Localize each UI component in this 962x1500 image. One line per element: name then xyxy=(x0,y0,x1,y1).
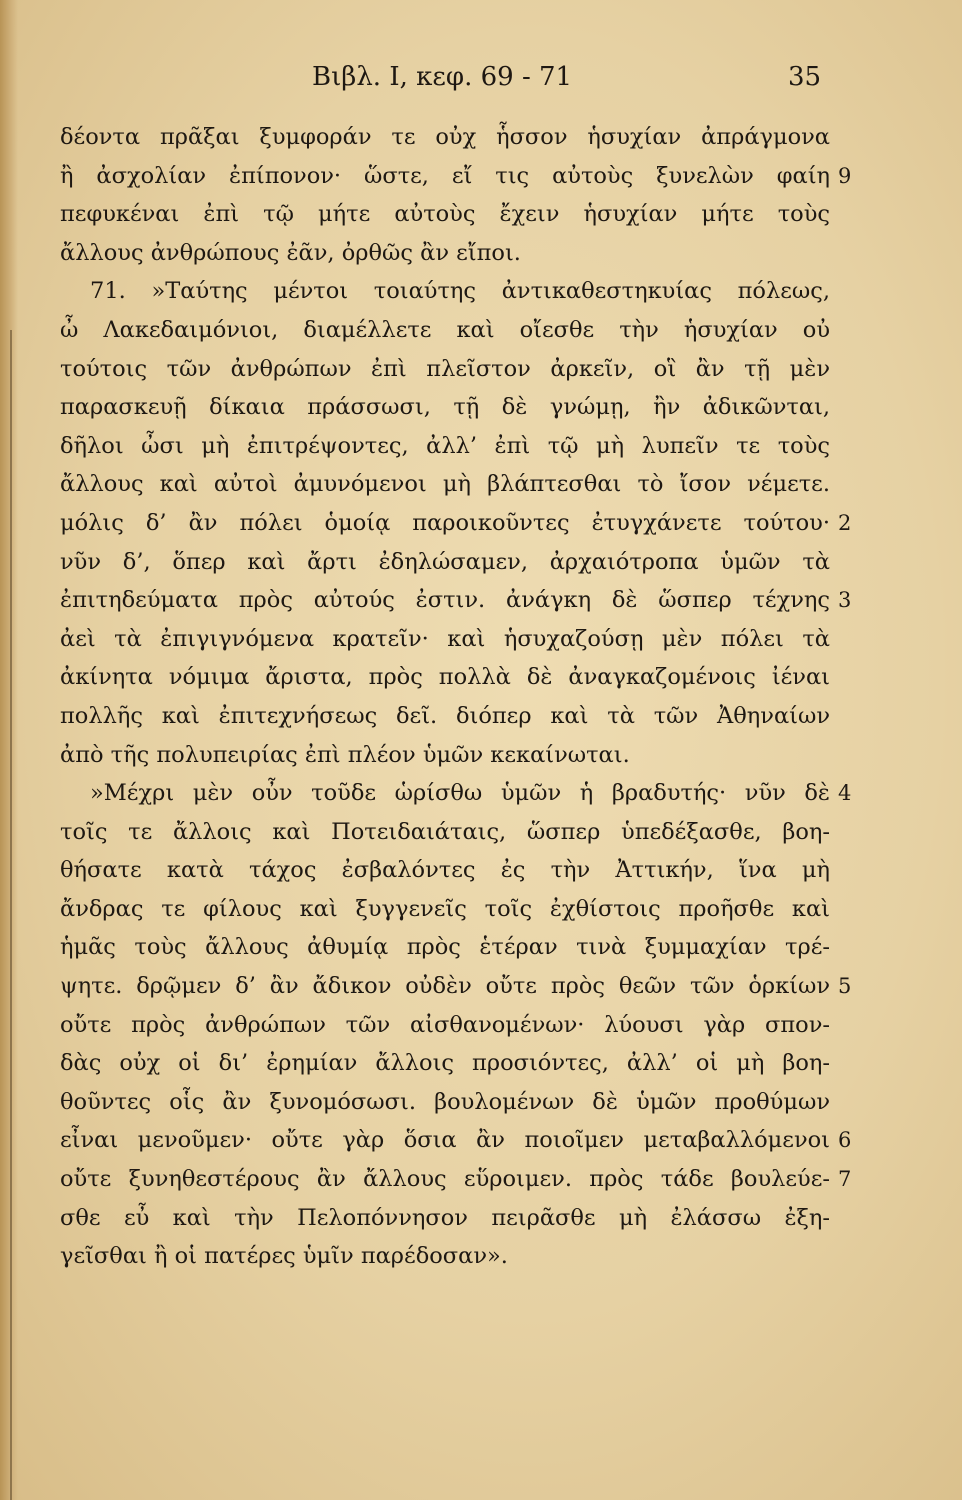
text-line xyxy=(60,581,852,620)
section-number: 7 xyxy=(838,1167,852,1192)
text-line xyxy=(60,543,830,582)
line-text: τοῖς τε ἄλλοις καὶ Ποτειδαιάταις, ὥσπερ ὑπεδέξασθε, βοη- xyxy=(60,818,830,845)
text-line xyxy=(60,967,852,1006)
text-line xyxy=(60,388,830,427)
page-header xyxy=(60,56,830,104)
line-text: 71. »Ταύτης μέντοι τοιαύτης ἀντικαθεστηκυίας πόλεως, xyxy=(90,278,830,305)
text-line xyxy=(60,1083,830,1122)
text-line xyxy=(60,813,830,852)
line-text: τούτοις τῶν ἀνθρώπων ἐπὶ πλεῖστον ἀρκεῖν, οἳ ἂν τῇ μὲν xyxy=(60,355,830,382)
text-line xyxy=(60,1199,830,1238)
text-line xyxy=(60,774,852,813)
text-line xyxy=(60,1121,852,1160)
section-number: 4 xyxy=(838,781,852,806)
line-text: ἀεὶ τὰ ἐπιγιγνόμενα κρατεῖν· καὶ ἡσυχαζούσῃ μὲν πόλει τὰ xyxy=(60,625,830,652)
text-line xyxy=(60,697,830,736)
text-line xyxy=(60,504,852,543)
running-head: Βιβλ. Ι, κεφ. 69 - 71 xyxy=(312,62,573,92)
page-edge-shadow xyxy=(0,0,18,1500)
line-text: δέοντα πρᾶξαι ξυμφοράν τε οὐχ ἧσσον ἡσυχίαν ἀπράγμονα xyxy=(60,124,830,150)
text-line xyxy=(60,118,830,157)
line-text: παρασκευῇ δίκαια πράσσωσι, τῇ δὲ γνώμῃ, ἢν ἀδικῶνται, xyxy=(60,394,830,421)
text-line xyxy=(60,234,830,273)
page-number: 35 xyxy=(788,62,822,92)
line-text: »Μέχρι μὲν οὖν τοῦδε ὡρίσθω ὑμῶν ἡ βραδυτής· νῦν δὲ xyxy=(90,780,830,807)
text-line xyxy=(60,658,830,697)
page-edge-line xyxy=(10,330,12,1500)
line-text: πολλῆς καὶ ἐπιτεχνήσεως δεῖ. διόπερ καὶ τὰ τῶν Ἀθηναίων xyxy=(60,702,830,729)
line-text: θοῦντες οἷς ἂν ξυνομόσωσι. βουλομένων δὲ ὑμῶν προθύμων xyxy=(60,1088,830,1115)
text-line xyxy=(60,272,830,311)
text-line xyxy=(60,890,830,929)
line-text: οὔτε πρὸς ἀνθρώπων τῶν αἰσθανομένων· λύουσι γὰρ σπον- xyxy=(60,1011,830,1038)
section-number: 9 xyxy=(838,163,852,188)
line-text: ἐπιτηδεύματα πρὸς αὐτούς ἐστιν. ἀνάγκη δὲ ὥσπερ τέχνης xyxy=(60,587,830,614)
text-line xyxy=(60,195,830,234)
text-line xyxy=(60,851,830,890)
text-line xyxy=(60,311,830,350)
line-text: οὔτε ξυνηθεστέρους ἂν ἄλλους εὕροιμεν. πρὸς τάδε βουλεύε- xyxy=(60,1166,830,1193)
line-text: νῦν δ’, ὅπερ καὶ ἄρτι ἐδηλώσαμεν, ἀρχαιότροπα ὑμῶν τὰ xyxy=(60,548,830,575)
line-text: θήσατε κατὰ τάχος ἐσβαλόντες ἐς τὴν Ἀττικήν, ἵνα μὴ xyxy=(60,857,830,884)
text-block xyxy=(60,118,852,1276)
text-line xyxy=(60,1006,830,1045)
section-number: 5 xyxy=(838,974,852,999)
line-text: μόλις δ’ ἂν πόλει ὁμοίᾳ παροικοῦντες ἐτυγχάνετε τούτου· xyxy=(60,509,830,536)
line-text: ὦ Λακεδαιμόνιοι, διαμέλλετε καὶ οἴεσθε τὴν ἡσυχίαν οὐ xyxy=(60,316,830,343)
line-text: γεῖσθαι ἢ οἱ πατέρες ὑμῖν παρέδοσαν». xyxy=(60,1243,508,1270)
line-text: εἶναι μενοῦμεν· οὔτε γὰρ ὅσια ἂν ποιοῖμεν μεταβαλλόμενοι xyxy=(60,1127,830,1154)
line-text: ψητε. δρῷμεν δ’ ἂν ἄδικον οὐδὲν οὔτε πρὸς θεῶν τῶν ὁρκίων xyxy=(60,973,830,1000)
text-line xyxy=(60,1160,852,1199)
line-text: δὰς οὐχ οἱ δι’ ἐρημίαν ἄλλοις προσιόντες, ἀλλ’ οἱ μὴ βοη- xyxy=(60,1050,830,1077)
line-text: ἄλλους ἀνθρώπους ἐᾶν, ὀρθῶς ἂν εἴποι. xyxy=(60,239,521,266)
text-line xyxy=(60,1237,830,1276)
line-text: δῆλοι ὦσι μὴ ἐπιτρέψοντες, ἀλλ’ ἐπὶ τῷ μὴ λυπεῖν τε τοὺς xyxy=(60,432,830,459)
line-text: ἄλλους καὶ αὐτοὶ ἀμυνόμενοι μὴ βλάπτεσθαι τὸ ἴσον νέμετε. xyxy=(60,471,830,498)
line-text: ἀπὸ τῆς πολυπειρίας ἐπὶ πλέον ὑμῶν κεκαίνωται. xyxy=(60,741,630,768)
text-line xyxy=(60,157,852,196)
text-line xyxy=(60,928,830,967)
section-number: 2 xyxy=(838,510,852,535)
text-line xyxy=(60,465,830,504)
line-text: σθε εὖ καὶ τὴν Πελοπόννησον πειρᾶσθε μὴ ἐλάσσω ἐξη- xyxy=(60,1204,830,1231)
text-line xyxy=(60,736,830,775)
text-line xyxy=(60,350,830,389)
line-text: ἄνδρας τε φίλους καὶ ξυγγενεῖς τοῖς ἐχθίστοις προῆσθε καὶ xyxy=(60,895,830,922)
section-number: 3 xyxy=(838,588,852,613)
line-text: ἡμᾶς τοὺς ἄλλους ἀθυμίᾳ πρὸς ἑτέραν τινὰ ξυμμαχίαν τρέ- xyxy=(60,934,830,961)
text-line xyxy=(60,620,830,659)
line-text: πεφυκέναι ἐπὶ τῷ μήτε αὐτοὺς ἔχειν ἡσυχίαν μήτε τοὺς xyxy=(60,201,830,228)
line-text: ἢ ἀσχολίαν ἐπίπονον· ὥστε, εἴ τις αὐτοὺς ξυνελὼν φαίη xyxy=(60,162,830,189)
text-line xyxy=(60,1044,830,1083)
section-number: 6 xyxy=(838,1128,852,1153)
line-text: ἀκίνητα νόμιμα ἄριστα, πρὸς πολλὰ δὲ ἀναγκαζομένοις ἰέναι xyxy=(60,664,830,691)
text-line xyxy=(60,427,830,466)
